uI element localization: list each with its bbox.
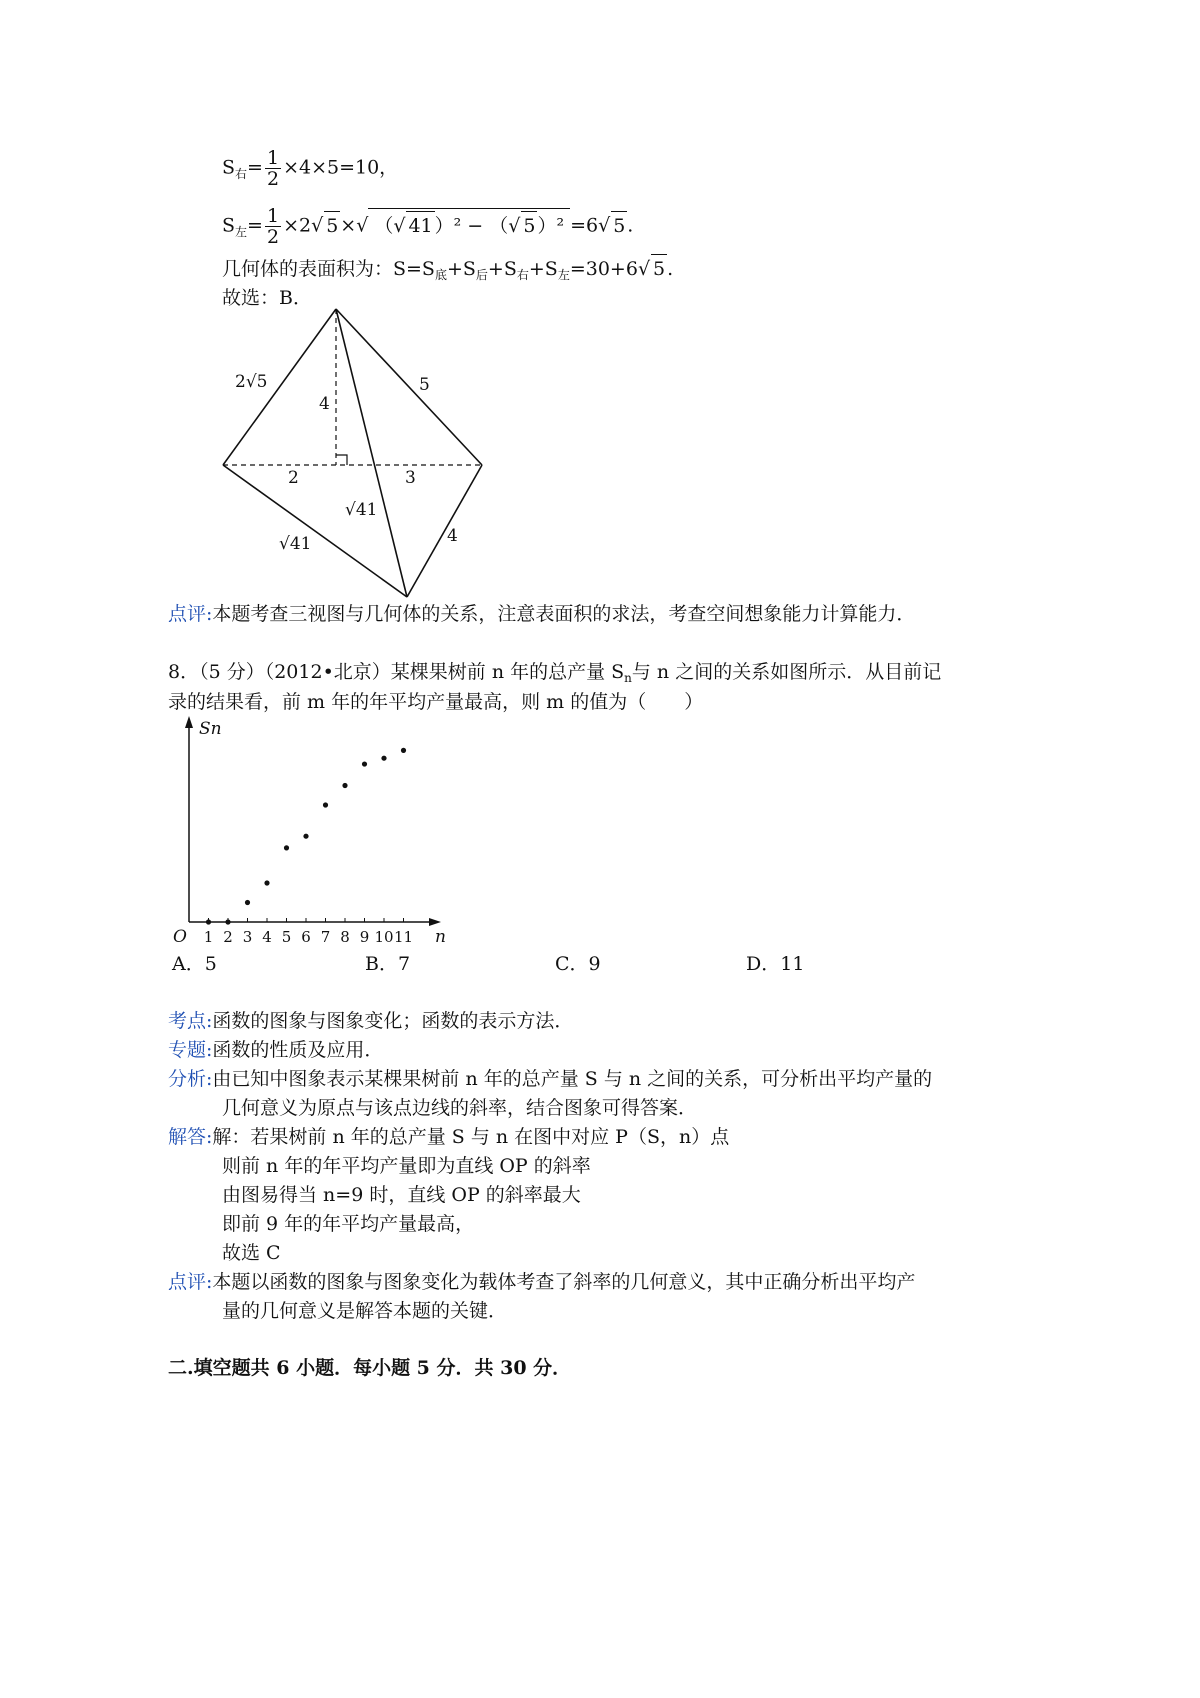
jieda-1: 解答:解：若果树前 n 年的总产量 S 与 n 在图中对应 P（S，n）点 <box>168 1126 730 1148</box>
data-point <box>303 834 308 839</box>
x-tick-label: 5 <box>281 928 292 946</box>
formula-s-right: $S_右=$ $\frac{1}{2}$ ×4×5=10， <box>222 147 399 190</box>
data-point <box>323 802 328 807</box>
data-point <box>381 756 386 761</box>
data-point <box>225 919 230 924</box>
data-point <box>245 900 250 905</box>
x-axis-label: n <box>435 927 446 947</box>
zhuanti: 专题:函数的性质及应用． <box>168 1039 384 1061</box>
x-axis-arrow <box>429 918 441 926</box>
x-tick-label: 11 <box>393 928 414 946</box>
data-point <box>206 919 211 924</box>
choose-b: 故选：B． <box>222 287 312 309</box>
y-axis-label: Sn <box>199 719 222 739</box>
scatter-chart <box>165 712 465 950</box>
y-axis-arrow <box>185 716 193 728</box>
label-height: 4 <box>319 394 330 414</box>
surface-area-line: 几何体的表面积为：$S=S_底+S_后+S_右+S_左=30+6√$ 5 . <box>222 254 673 282</box>
big-radical: （√ 41 ）² − （√ 5 ）² <box>368 208 570 240</box>
x-tick-label: 1 <box>203 928 214 946</box>
jieda-5: 故选 C <box>222 1242 281 1264</box>
pyramid-figure <box>215 305 500 600</box>
fenxi-1: 分析:由已知中图象表示某棵果树前 n 年的总产量 S 与 n 之间的关系，可分析出平均产量的 <box>168 1068 933 1090</box>
data-point <box>401 748 406 753</box>
jieda-2: 则前 n 年的年平均产量即为直线 OP 的斜率 <box>222 1155 591 1177</box>
question-8-line2: 录的结果看，前 m 年的年平均产量最高，则 m 的值为（ ） <box>168 691 704 713</box>
fenxi-2: 几何意义为原点与该点边线的斜率，结合图象可得答案． <box>222 1097 698 1119</box>
right-angle-mark <box>336 455 347 465</box>
label-base-right: 3 <box>405 468 416 488</box>
kaodian: 考点:函数的图象与图象变化；函数的表示方法． <box>168 1010 574 1032</box>
x-tick-label: 3 <box>242 928 253 946</box>
option-c: C．9 <box>555 953 601 975</box>
label-edge-bottom-left: √41 <box>279 534 312 554</box>
x-tick-label: 2 <box>223 928 233 946</box>
label-base-left: 2 <box>288 468 299 488</box>
origin-label: O <box>173 927 187 947</box>
x-tick-label: 4 <box>262 928 272 946</box>
option-a: A．5 <box>172 953 217 975</box>
section-2-title: 二.填空题共 6 小题．每小题 5 分．共 30 分． <box>168 1357 572 1379</box>
label-edge-right: 5 <box>419 375 430 395</box>
label-edge-bottom-right: 4 <box>447 526 458 546</box>
x-tick-label: 9 <box>359 928 370 946</box>
dianping-2: 量的几何意义是解答本题的关键． <box>222 1300 508 1322</box>
label-diag-mid: √41 <box>345 500 378 520</box>
data-point <box>342 783 347 788</box>
x-tick-label: 7 <box>320 928 331 946</box>
data-point <box>362 761 367 766</box>
data-point <box>264 880 269 885</box>
edge-right-bottom <box>407 465 482 597</box>
fraction-half: $\frac{1}{2}$ <box>266 147 280 190</box>
formula-s-left: $S_左=$ $\frac{1}{2}$ ×2√ 5 ×√ （√ 41 ）² − （√ 5 ）² =6√ 5 . <box>222 205 634 248</box>
jieda-3: 由图易得当 n=9 时，直线 OP 的斜率最大 <box>222 1184 581 1206</box>
option-b: B．7 <box>365 953 411 975</box>
edge-apex-right <box>336 309 482 465</box>
x-tick-label: 8 <box>340 928 350 946</box>
option-d: D．11 <box>746 953 805 975</box>
x-tick-label: 6 <box>301 928 311 946</box>
x-tick-label: 10 <box>374 928 394 946</box>
comment-1: 点评:本题考查三视图与几何体的关系，注意表面积的求法，考查空间想象能力计算能力． <box>168 603 916 625</box>
jieda-4: 即前 9 年的年平均产量最高， <box>222 1213 475 1235</box>
question-8-line1: 8．（5 分）（2012•北京）某棵果树前 n 年的总产量 $S_n$与 n 之间的关系如图所示．从目前记 <box>168 661 942 685</box>
dianping-1: 点评:本题以函数的图象与图象变化为载体考查了斜率的几何意义，其中正确分析出平均产 <box>168 1271 916 1293</box>
comment-label: 点评: <box>168 603 213 625</box>
data-point <box>284 845 289 850</box>
label-edge-left: 2√5 <box>235 372 268 392</box>
